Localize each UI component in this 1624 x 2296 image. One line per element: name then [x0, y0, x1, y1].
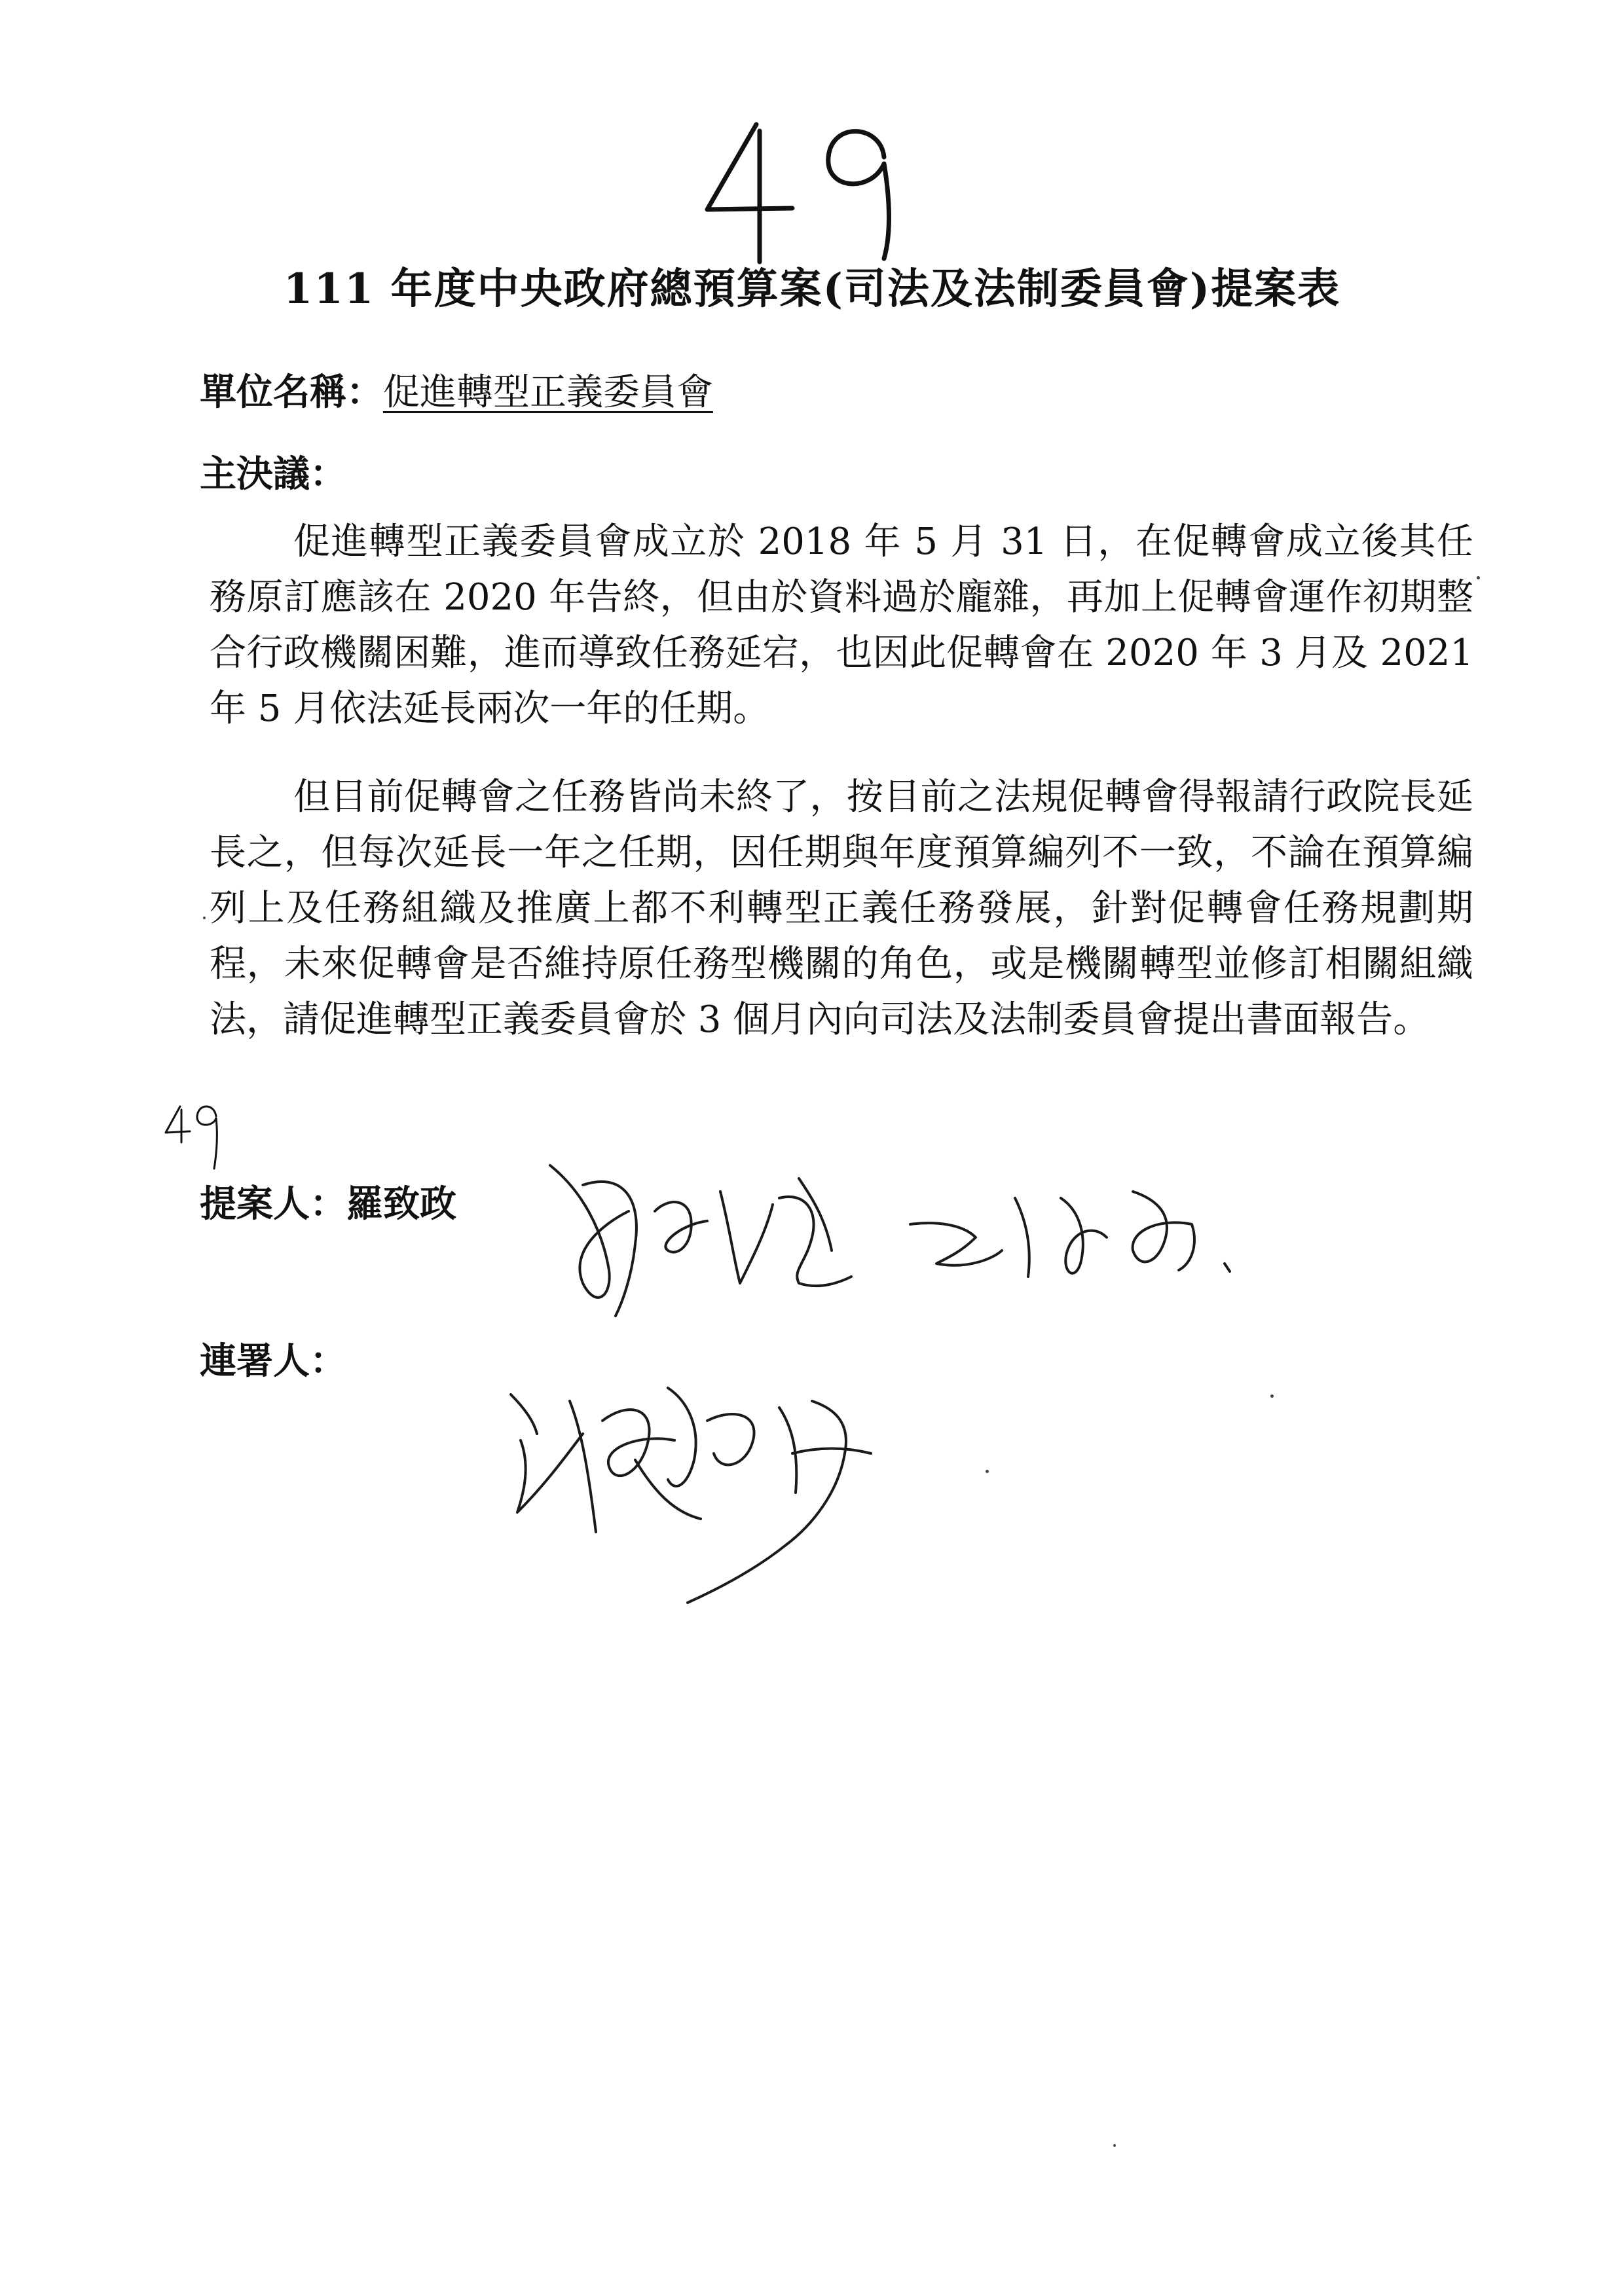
unit-row	[200, 363, 713, 416]
proposer-row	[200, 1175, 456, 1228]
scan-speck	[986, 1470, 989, 1473]
unit-value: 促進轉型正義委員會	[383, 371, 713, 414]
margin-handwritten-note	[160, 1100, 226, 1172]
cosigner-row	[200, 1332, 346, 1385]
unit-label: 單位名稱：	[200, 371, 383, 414]
scan-speck	[1477, 576, 1480, 579]
proposer-name: 羅致政	[346, 1182, 456, 1226]
handwritten-page-number	[694, 111, 910, 268]
resolution-paragraph-2: 但目前促轉會之任務皆尚未終了，按目前之法規促轉會得報請行政院長延長之，但每次延長一年之任期，因任期與年度預算編列不一致，不論在預算編列上及任務組織及推廣上都不利轉型正義任務發展，針對促轉會任務規劃期程，未來促轉會是否維持原任務型機關的角色，或是機關轉型並修訂相關組織法，請促進轉型正義委員會於 3 個月內向司法及法制委員會提出書面報告。	[210, 776, 1473, 1041]
document-title: 111 年度中央政府總預算案(司法及法制委員會)提案表	[283, 264, 1341, 314]
scan-speck	[203, 917, 206, 919]
proposer-signature	[544, 1152, 1251, 1322]
cosigner-signature	[504, 1362, 884, 1604]
proposer-label: 提案人：	[200, 1182, 346, 1226]
cosigner-label: 連署人：	[200, 1339, 346, 1383]
scan-speck	[1113, 2144, 1116, 2147]
resolution-paragraph-1: 促進轉型正義委員會成立於 2018 年 5 月 31 日，在促轉會成立後其任務原訂應該在 2020 年告終，但由於資料過於龐雜，再加上促轉會運作初期整合行政機關困難，進而導致任務延宕，也因此促轉會在 2020 年 3 月及 2021 年 5 月依法延長兩次一年的任期。	[210, 520, 1473, 730]
main-resolution-label: 主決議：	[200, 452, 346, 496]
scan-speck	[1270, 1394, 1274, 1398]
